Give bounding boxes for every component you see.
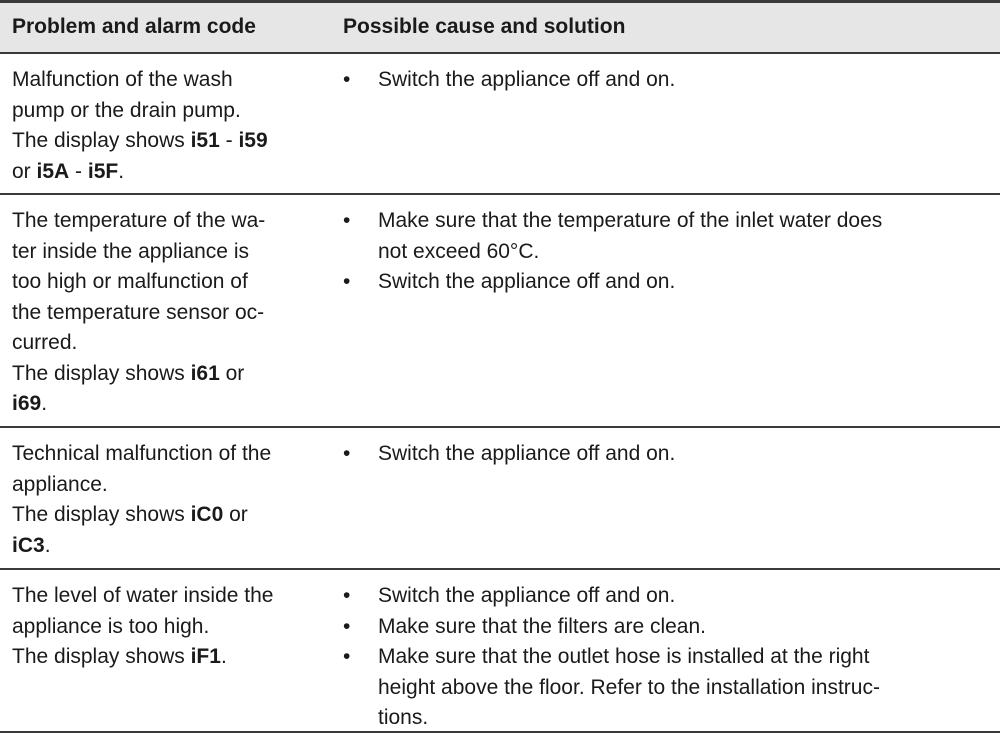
header-solution: Possible cause and solution [343,15,626,38]
solution-item [330,581,1000,612]
problem-text-line: or i5A - i5F. [12,159,125,183]
solution-text-line: Switch the appliance off and on. [378,584,676,607]
alarm-code: iC3 [12,533,45,557]
bullet-icon: • [343,584,351,607]
table-header [0,3,1000,54]
problem-text-line: appliance. [12,472,108,496]
solution-item [330,642,1000,734]
problem-text-line: Technical malfunction of the [12,442,272,465]
alarm-code: i51 [190,129,220,152]
problem-text-line: too high or malfunction of [12,270,248,293]
problem-text-line: the temperature sensor oc- [12,300,265,324]
solution-cell [330,428,1000,568]
solution-text-line: Switch the appliance off and on. [378,270,676,293]
solution-item [330,439,1000,470]
table-row [0,54,1000,195]
bullet-icon: • [343,614,351,638]
alarm-code: i5A [36,159,70,183]
problem-text-line: The level of water inside the [12,584,274,607]
alarm-code: i69 [12,392,42,415]
problem-cell [0,195,330,426]
bullet-icon: • [343,209,351,232]
problem-cell [0,54,330,193]
solution-text-line: Switch the appliance off and on. [378,68,676,91]
bullet-icon: • [343,270,351,293]
bullet-icon: • [343,645,351,668]
solution-text-line: not exceed 60°C. [378,239,540,263]
solution-item [330,612,1000,643]
solution-text-line: tions. [378,706,429,729]
problem-text-line: i69. [12,392,48,415]
solution-cell [330,54,1000,193]
problem-text-line: Malfunction of the wash [12,68,233,91]
table-row [0,195,1000,428]
solution-text-line: Make sure that the outlet hose is installed at the right [378,645,870,668]
problem-text-line: curred. [12,331,78,354]
bullet-icon: • [343,442,351,465]
solution-cell [330,195,1000,426]
solution-text-line: height above the floor. Refer to the installation instruc- [378,675,880,699]
problem-text-line: appliance is too high. [12,614,210,638]
alarm-code: i59 [238,129,268,152]
solution-list [330,65,1000,96]
solution-item [330,206,1000,267]
bullet-icon: • [343,68,351,91]
problem-text-line: The display shows iC0 or [12,503,248,526]
table-row [0,570,1000,733]
solution-list [330,581,1000,734]
problem-text-line: The temperature of the wa- [12,209,266,232]
table-row [0,428,1000,570]
problem-text-line: The display shows i61 or [12,361,245,385]
header-problem: Problem and alarm code [12,15,256,38]
alarm-code: iF1 [190,645,221,668]
alarm-code: iC0 [190,503,224,526]
problem-text-line: The display shows iF1. [12,645,227,668]
table-body [0,54,1000,733]
solution-text-line: Make sure that the filters are clean. [378,614,706,638]
solution-item [330,65,1000,96]
problem-text-line: The display shows i51 - i59 [12,129,268,152]
problem-text-line: pump or the drain pump. [12,98,241,122]
solution-list [330,206,1000,298]
alarm-code: i61 [190,361,220,385]
problem-cell [0,570,330,731]
problem-text-line: ter inside the appliance is [12,239,249,263]
problem-cell [0,428,330,568]
solution-text-line: Make sure that the temperature of the inlet water does [378,209,883,232]
problem-text-line: iC3. [12,533,51,557]
solution-list [330,439,1000,470]
solution-item [330,267,1000,298]
solution-cell [330,570,1000,731]
solution-text-line: Switch the appliance off and on. [378,442,676,465]
alarm-code: i5F [87,159,119,183]
